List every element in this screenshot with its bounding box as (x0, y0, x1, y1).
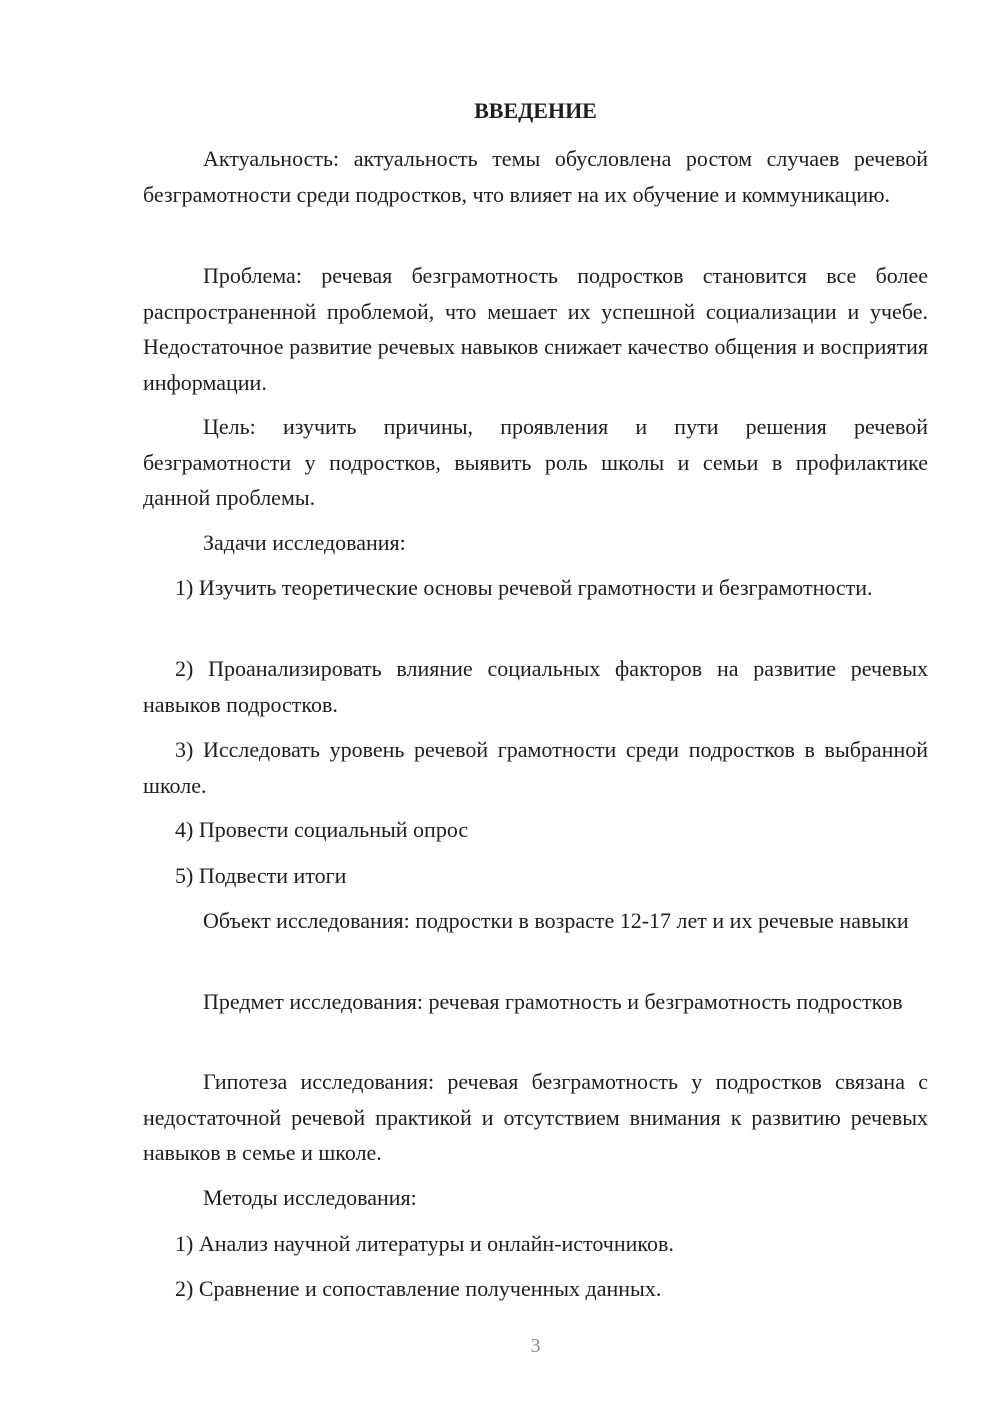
document-page (143, 0, 928, 1414)
goal-paragraph: Цель: изучить причины, проявления и пути решения речевой безграмотности у подростков, выявить роль школы и семьи в профилактике данной проблемы. (143, 414, 928, 510)
task-item-2: 2) Проанализировать влияние социальных факторов на развитие речевых навыков подростков. (143, 656, 928, 717)
task-item-3: 3) Исследовать уровень речевой грамотности среди подростков в выбранной школе. (143, 737, 928, 798)
methods-heading: Методы исследования: (203, 1185, 417, 1210)
relevance-paragraph: Актуальность: актуальность темы обусловлена ростом случаев речевой безграмотности среди подростков, что влияет на их обучение и коммуникацию. (143, 146, 928, 207)
problem-paragraph: Проблема: речевая безграмотность подростков становится все более распространенной проблемой, что мешает их успешной социализации и учебе. Недостаточное развитие речевых навыков снижает качество общения и восприятия информации. (143, 263, 928, 395)
hypothesis-paragraph: Гипотеза исследования: речевая безграмотность у подростков связана с недостаточной речевой практикой и отсутствием внимания к развитию речевых навыков в семье и школе. (143, 1069, 928, 1165)
tasks-heading: Задачи исследования: (203, 530, 406, 555)
object-paragraph: Объект исследования: подростки в возрасте 12-17 лет и их речевые навыки (203, 908, 909, 933)
task-item-1: 1) Изучить теоретические основы речевой грамотности и безграмотности. (175, 575, 873, 600)
page-number: 3 (530, 1335, 541, 1357)
method-item-1: 1) Анализ научной литературы и онлайн-источников. (175, 1231, 674, 1256)
subject-paragraph: Предмет исследования: речевая грамотность и безграмотность подростков (203, 989, 903, 1014)
page-title: ВВЕДЕНИЕ (474, 98, 597, 123)
method-item-2: 2) Сравнение и сопоставление полученных данных. (175, 1276, 662, 1301)
task-item-5: 5) Подвести итоги (175, 863, 347, 888)
task-item-4: 4) Провести социальный опрос (175, 817, 469, 842)
